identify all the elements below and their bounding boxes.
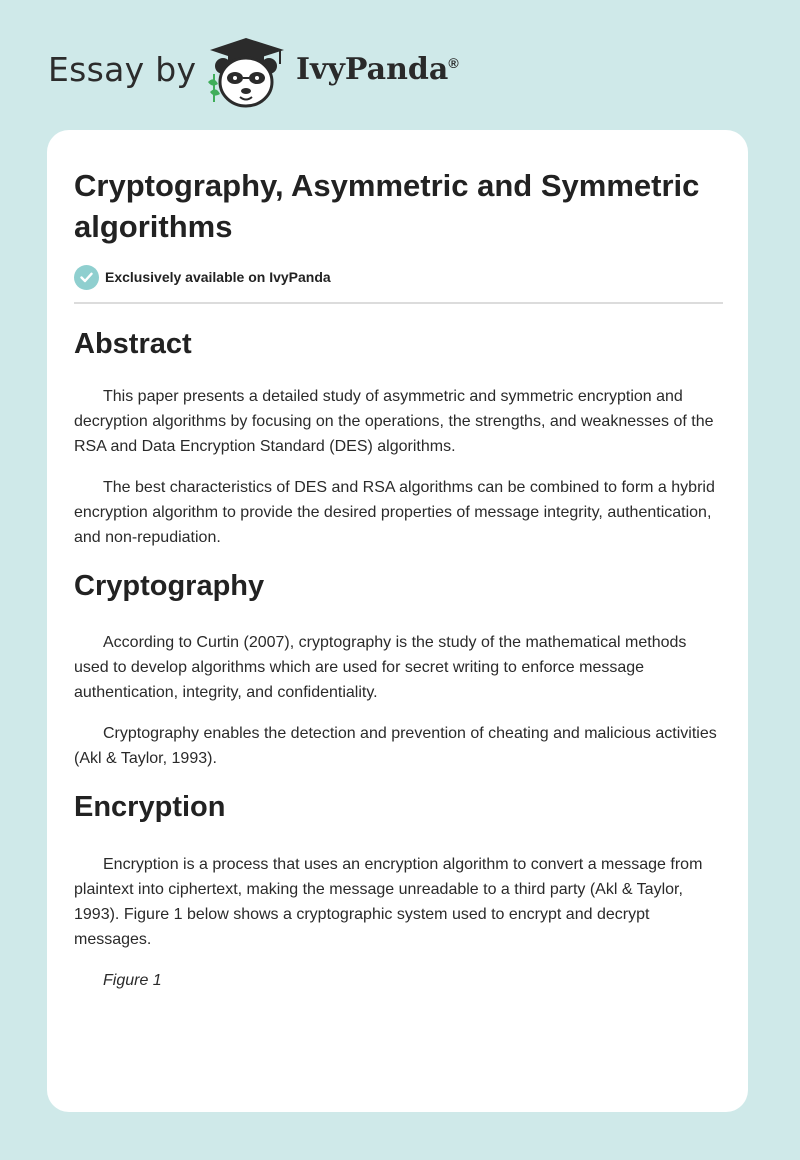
essay-title: Cryptography, Asymmetric and Symmetric algorithms (74, 168, 700, 244)
essay-by-label: Essay by (48, 50, 197, 89)
exclusive-notice (74, 264, 331, 290)
paragraph: The best characteristics of DES and RSA algorithms can be combined to form a hybrid encryption algorithm to provide the desired properties of message integrity, authentication, and non-repudiation. (74, 479, 715, 546)
exclusive-label: Exclusively available on IvyPanda (105, 269, 331, 285)
registered-mark: ® (448, 55, 459, 71)
site-header (0, 0, 800, 130)
section-abstract (74, 327, 723, 550)
figure-caption: Figure 1 (103, 972, 162, 989)
paragraph: Cryptography enables the detection and prevention of cheating and malicious activities (Akl & Taylor, 1993). (74, 725, 717, 767)
section-heading: Abstract (74, 328, 192, 360)
section-heading: Cryptography (74, 570, 265, 602)
paragraph: According to Curtin (2007), cryptography is the study of the mathematical methods used to develop algorithms which are used for secret writing to enforce message authentication, integrity, and confidentiality. (74, 634, 687, 701)
brand-name[interactable] (296, 52, 459, 87)
section-cryptography (74, 569, 723, 771)
paragraph: Encryption is a process that uses an encryption algorithm to convert a message from plaintext into ciphertext, making the message unreadable to a third party (Akl & Taylor, 1993). Figure 1 below shows a cryptographic system used to encrypt and decrypt messages. (74, 856, 703, 948)
section-heading: Encryption (74, 791, 226, 823)
title-divider (74, 302, 723, 304)
panda-logo-icon[interactable] (200, 36, 292, 110)
essay-body (74, 308, 723, 993)
essay-card (47, 130, 748, 1112)
check-badge-icon (74, 265, 99, 290)
paragraph: This paper presents a detailed study of asymmetric and symmetric encryption and decryption algorithms by focusing on the operations, the strengths, and weaknesses of the RSA and Data Encryption Standard (DES) algorithms. (74, 388, 714, 455)
section-encryption (74, 790, 723, 993)
brand-text: IvyPanda (296, 52, 449, 87)
